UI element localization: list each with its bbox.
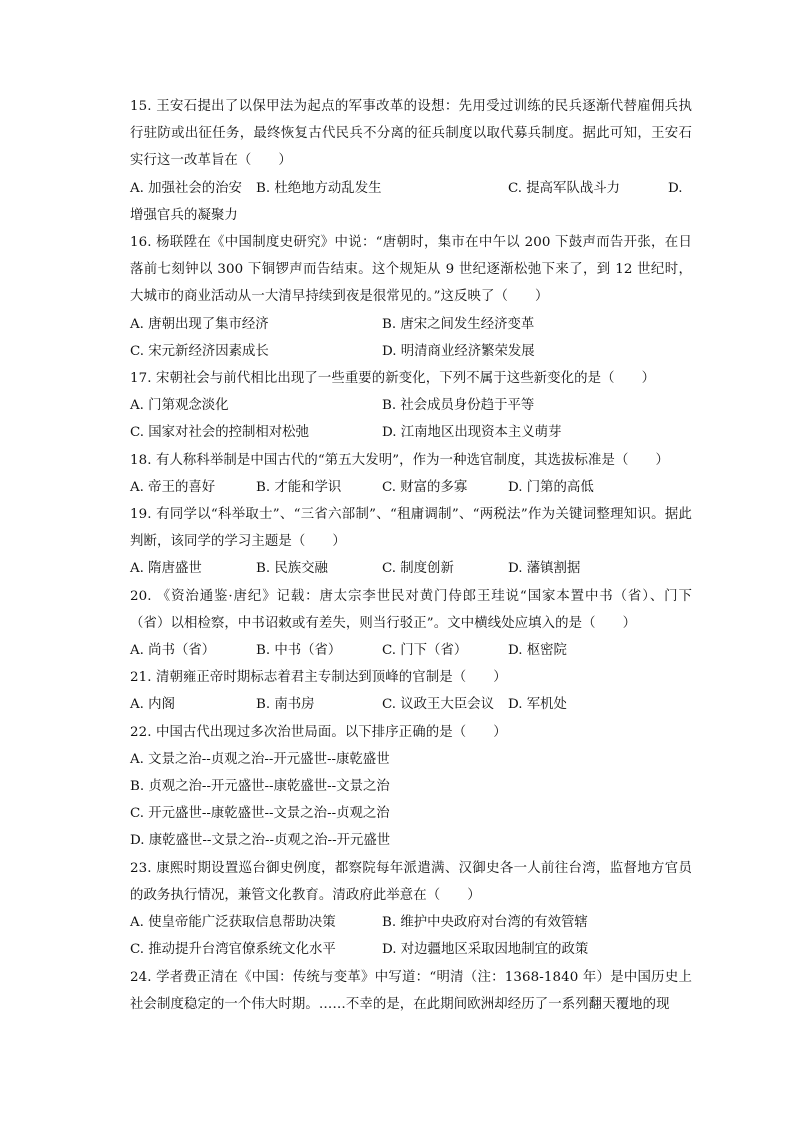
option-b: B. 民族交融 <box>256 561 328 577</box>
option-d: D. 明清商业经济繁荣发展 <box>382 343 535 359</box>
option-b: B. 杜绝地方动乱发生 <box>256 180 382 196</box>
options-row <box>130 909 692 936</box>
option-b: B. 维护中央政府对台湾的有效管辖 <box>382 915 588 931</box>
option-a: A. 尚书（省） <box>130 643 216 659</box>
option-d: D. 康乾盛世--文景之治--贞观之治--开元盛世 <box>130 833 391 849</box>
question-stem: 19. 有同学以“科举取士”、“三省六部制”、“租庸调制”、“两税法”作为关键词整理知识。据此判断，该同学的学习主题是（ ） <box>130 507 692 550</box>
option-d: D. 枢密院 <box>508 643 567 659</box>
option-c: C. 国家对社会的控制相对松弛 <box>130 425 309 441</box>
option-c: C. 宋元新经济因素成长 <box>130 343 269 359</box>
option-d: D. 江南地区出现资本主义萌芽 <box>382 425 562 441</box>
option-b: B. 才能和学识 <box>256 479 342 495</box>
question-stem: 22. 中国古代出现过多次治世局面。以下排序正确的是（ ） <box>130 724 507 740</box>
options-row <box>130 474 692 501</box>
option-b: B. 贞观之治--开元盛世--康乾盛世--文景之治 <box>130 779 390 795</box>
option-a: A. 门第观念淡化 <box>130 398 229 414</box>
options-row <box>130 419 692 446</box>
question-24 <box>130 964 692 1018</box>
options-row <box>130 311 692 338</box>
option-c: C. 制度创新 <box>382 561 454 577</box>
option-c: C. 推动提升台湾官僚系统文化水平 <box>130 942 336 958</box>
option-b: B. 唐宋之间发生经济变革 <box>382 316 535 332</box>
options-row <box>130 691 692 718</box>
option-a: A. 加强社会的治安 <box>130 180 242 196</box>
option-b: B. 中书（省） <box>256 643 342 659</box>
option-d: D. 门第的高低 <box>508 479 594 495</box>
question-stem: 18. 有人称科举制是中国古代的“第五大发明”，作为一种选官制度，其选拔标准是（ ） <box>130 452 669 468</box>
option-d: D. 对边疆地区采取因地制宜的政策 <box>382 942 589 958</box>
options-row <box>130 637 692 664</box>
option-d-letter: D. <box>668 180 683 196</box>
option-c: C. 开元盛世--康乾盛世--文景之治--贞观之治 <box>130 806 390 822</box>
question-22 <box>130 719 692 855</box>
question-17 <box>130 365 692 447</box>
options-row <box>130 555 692 582</box>
option-d: D. 藩镇割据 <box>508 561 581 577</box>
option-c: C. 门下（省） <box>382 643 468 659</box>
question-16 <box>130 229 692 365</box>
question-stem: 17. 宋朝社会与前代相比出现了一些重要的新变化，下列不属于这些新变化的是（ ） <box>130 371 656 387</box>
options-row <box>130 175 692 202</box>
option-a: A. 隋唐盛世 <box>130 561 202 577</box>
question-20 <box>130 583 692 665</box>
question-15 <box>130 93 692 229</box>
option-b: B. 南书房 <box>256 697 315 713</box>
question-stem: 15. 王安石提出了以保甲法为起点的军事改革的设想：先用受过训练的民兵逐渐代替雇佣兵执行驻防或出征任务，最终恢复古代民兵不分离的征兵制度以取代募兵制度。据此可知，王安石实行这一改革旨在（ ） <box>130 99 692 169</box>
option-d: D. 军机处 <box>508 697 567 713</box>
option-a: A. 文景之治--贞观之治--开元盛世--康乾盛世 <box>130 751 390 767</box>
option-c: C. 议政王大臣会议 <box>382 697 495 713</box>
question-stem: 20. 《资治通鉴·唐纪》记载：唐太宗李世民对黄门侍郎王珪说“国家本置中书（省）、门下（省）以相检察，中书诏敕或有差失，则当行驳正”。文中横线处应填入的是（ ） <box>130 588 692 631</box>
question-stem: 23. 康熙时期设置巡台御史例度，都察院每年派遣满、汉御史各一人前往台湾，监督地方官员的政务执行情况，兼管文化教育。清政府此举意在（ ） <box>130 860 692 903</box>
question-21 <box>130 664 692 718</box>
option-d-text: 增强官兵的凝聚力 <box>130 207 238 223</box>
question-stem: 16. 杨联陞在《中国制度史研究》中说：“唐朝时，集市在中午以 200 下鼓声而告开张，在日落前七刻钟以 300 下铜锣声而告结束。这个规矩从 9 世纪逐渐松弛下来了，到 12 世纪时，大城市的商业活动从一大清早持续到夜是很常见的。”这反映了（ ） <box>130 235 692 305</box>
option-b: B. 社会成员身份趋于平等 <box>382 398 535 414</box>
option-c: C. 提高军队战斗力 <box>508 180 621 196</box>
question-18 <box>130 447 692 501</box>
question-stem: 24. 学者费正清在《中国：传统与变革》中写道：“明清（注：1368-1840 年）是中国历史上社会制度稳定的一个伟大时期。……不幸的是，在此期间欧洲却经历了一系列翻天覆地的现 <box>130 969 692 1012</box>
options-row <box>130 338 692 365</box>
exam-page <box>130 93 692 1018</box>
option-c: C. 财富的多寡 <box>382 479 468 495</box>
question-23 <box>130 855 692 964</box>
question-19 <box>130 501 692 583</box>
options-row <box>130 936 692 963</box>
options-list <box>130 746 692 855</box>
question-stem: 21. 清朝雍正帝时期标志着君主专制达到顶峰的官制是（ ） <box>130 670 507 686</box>
option-a: A. 使皇帝能广泛获取信息帮助决策 <box>130 915 336 931</box>
option-a: A. 唐朝出现了集市经济 <box>130 316 269 332</box>
options-row <box>130 392 692 419</box>
option-a: A. 内阁 <box>130 697 175 713</box>
option-a: A. 帝王的喜好 <box>130 479 216 495</box>
